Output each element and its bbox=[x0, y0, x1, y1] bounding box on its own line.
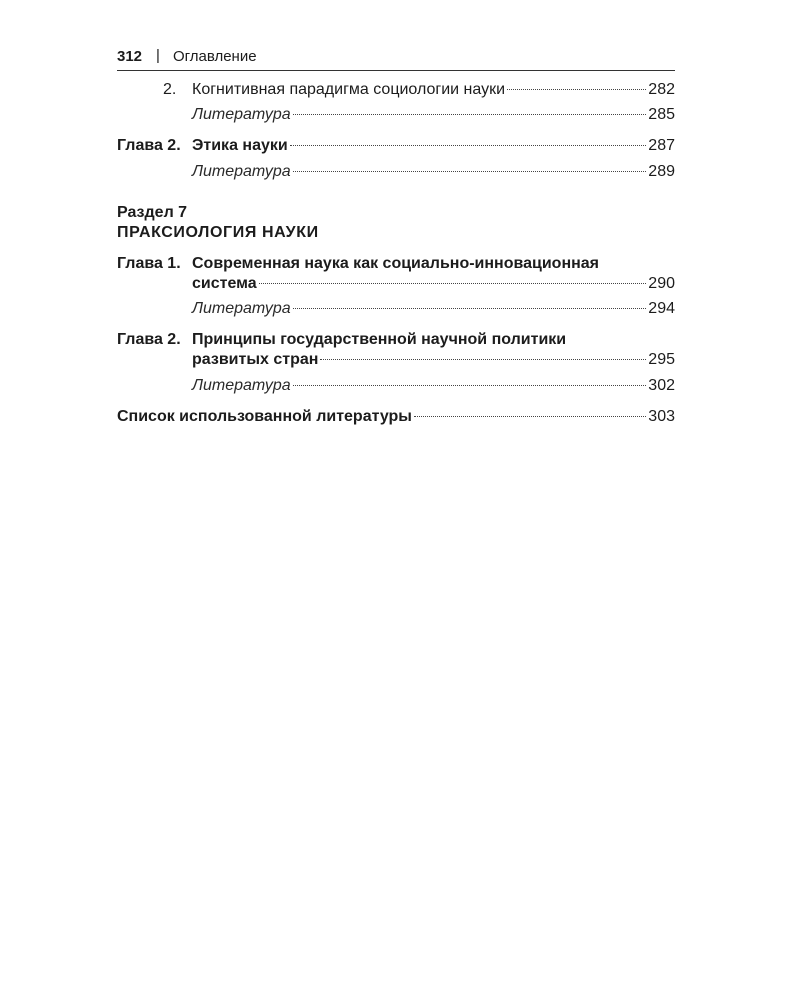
dot-leader bbox=[414, 416, 646, 417]
toc-entry-page: 302 bbox=[648, 377, 675, 394]
dot-leader bbox=[259, 283, 647, 284]
header-title: Оглавление bbox=[172, 48, 257, 65]
toc-chapter[interactable] bbox=[192, 274, 675, 294]
toc-entry-page: 295 bbox=[648, 351, 675, 368]
dot-leader bbox=[293, 171, 647, 172]
toc-entry-page: 289 bbox=[648, 163, 675, 180]
toc-entry-page: 303 bbox=[648, 408, 675, 425]
dot-leader bbox=[507, 89, 646, 90]
toc-entry-label: Литература bbox=[192, 106, 291, 123]
dot-leader bbox=[293, 385, 647, 386]
header-separator: | bbox=[156, 47, 160, 64]
toc-entry-label: Этика науки bbox=[192, 137, 288, 154]
toc-entry-label: Литература bbox=[192, 300, 291, 317]
toc-entry-label-line1: Современная наука как социально-инновационная bbox=[192, 255, 600, 272]
dot-leader bbox=[293, 114, 647, 115]
toc-entry-label: Литература bbox=[192, 163, 291, 180]
dot-leader bbox=[320, 359, 646, 360]
toc-entry-literature[interactable] bbox=[192, 105, 675, 125]
toc-entry-label: Список использованной литературы bbox=[117, 408, 412, 425]
toc-chapter[interactable] bbox=[192, 136, 675, 156]
toc-entry-literature[interactable] bbox=[192, 162, 675, 182]
toc-entry-page: 285 bbox=[648, 106, 675, 123]
section-title: ПРАКСИОЛОГИЯ НАУКИ bbox=[117, 224, 319, 241]
section-number: Раздел 7 bbox=[117, 204, 188, 221]
toc-entry-label-line2: развитых стран bbox=[192, 351, 319, 368]
toc-bibliography[interactable] bbox=[117, 407, 675, 427]
toc-entry-page: 287 bbox=[648, 137, 675, 154]
toc-chapter[interactable] bbox=[192, 350, 675, 370]
toc-entry-label-line2: система bbox=[192, 275, 257, 292]
page-number: 312 bbox=[117, 48, 143, 65]
toc-chapter-prefix: Глава 1. bbox=[117, 255, 181, 272]
toc-entry-page: 282 bbox=[648, 81, 675, 98]
toc-entry-page: 294 bbox=[648, 300, 675, 317]
toc-chapter-prefix: Глава 2. bbox=[117, 331, 181, 348]
toc-entry-prefix: 2. bbox=[163, 81, 177, 98]
toc-entry-label: Литература bbox=[192, 377, 291, 394]
running-header bbox=[117, 45, 675, 71]
toc-chapter-prefix: Глава 2. bbox=[117, 137, 181, 154]
dot-leader bbox=[293, 308, 647, 309]
toc-entry-label-line1: Принципы государственной научной политики bbox=[192, 331, 567, 348]
toc-entry[interactable] bbox=[192, 80, 675, 100]
toc-entry-literature[interactable] bbox=[192, 299, 675, 319]
dot-leader bbox=[290, 145, 647, 146]
toc-entry-page: 290 bbox=[648, 275, 675, 292]
toc-entry-literature[interactable] bbox=[192, 376, 675, 396]
toc-entry-label: Когнитивная парадигма социологии науки bbox=[192, 81, 506, 98]
